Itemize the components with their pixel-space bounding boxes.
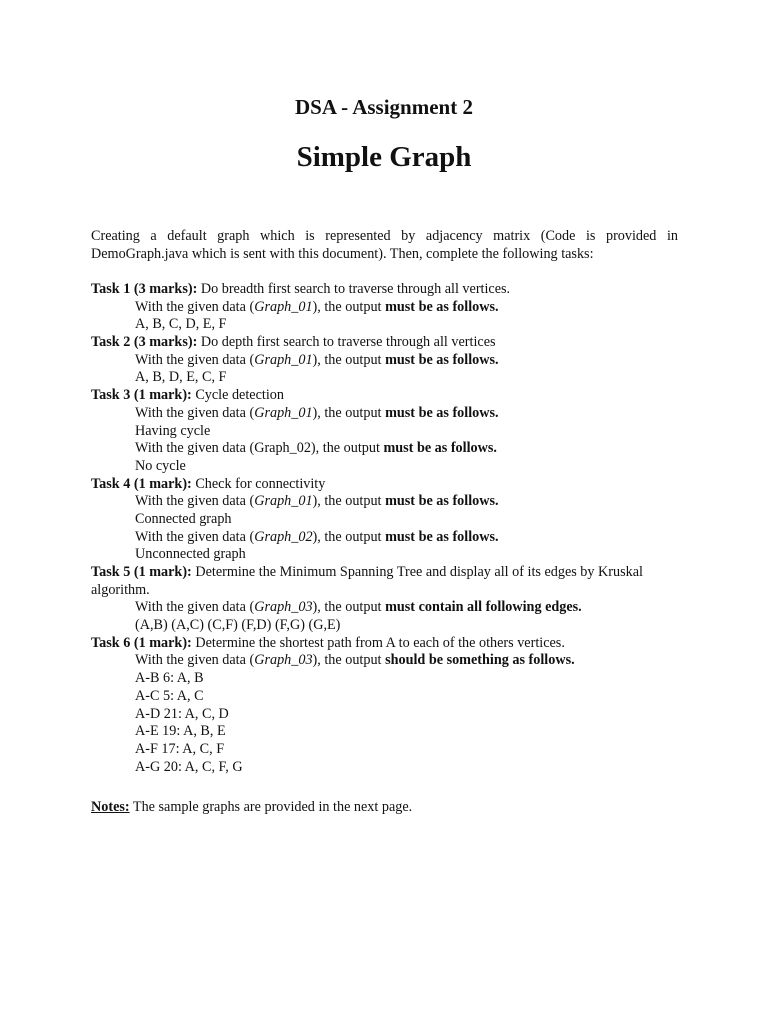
with-data-text: With the given data ( [135,493,255,510]
task-4-output-2: Unconnected graph [135,546,246,563]
requirement-text: should be something as follows. [385,652,575,669]
output-text: ), the output [312,493,386,510]
document-title: Simple Graph [296,141,472,173]
graph-name: Graph_02 [254,528,313,545]
graph-name: Graph_01 [254,493,313,510]
task-6-path-line: A-B 6: A, B [135,670,204,687]
task-list [91,281,678,776]
task-6-heading [91,635,678,653]
requirement-text: must be as follows. [385,528,499,545]
task-2-heading [91,334,678,352]
task-3-data-line-2 [91,440,678,458]
task-4-description: Check for connectivity [191,475,326,492]
output-text: ), the output [312,404,386,421]
task-5-output: (A,B) (A,C) (C,F) (F,D) (F,G) (G,E) [135,617,341,634]
notes-text: The sample graphs are provided in the next page. [129,799,413,815]
task-4-data-line-1 [91,493,678,511]
task-1-description: Do breadth first search to traverse through all vertices. [197,281,511,297]
intro-paragraph: Creating a default graph which is represented by adjacency matrix (Code is provided in DemoGraph.java which is sent with this document). Then, complete the following tasks: [91,228,678,262]
task-6-label: Task 6 (1 mark): [91,634,192,651]
task-5-label: Task 5 (1 mark): [91,564,192,580]
task-2-label: Task 2 (3 marks): [91,334,198,351]
task-6-path-line: A-D 21: A, C, D [135,705,229,722]
with-data-text: With the given data ( [135,599,255,616]
requirement-text: must be as follows. [385,298,499,315]
graph-name: Graph_01 [254,404,313,421]
task-1-output: A, B, C, D, E, F [135,316,227,333]
task-6-description: Determine the shortest path from A to each of the others vertices. [191,634,565,651]
task-3-label: Task 3 (1 mark): [91,387,192,404]
output-text: ), the output [312,652,386,669]
task-3-output-1: Having cycle [135,422,211,439]
with-data-text: With the given data ( [135,404,255,421]
task-2-data-line [91,352,678,370]
task-1-label: Task 1 (3 marks): [91,281,198,297]
task-5-heading [91,564,678,599]
notes-line [91,799,678,817]
task-1-heading [91,281,678,299]
task-1-data-line [91,299,678,317]
task-5-description: Determine the Minimum Spanning Tree and display all of its edges by Kruskal algorithm. [91,564,643,598]
task-4-output-1: Connected graph [135,510,232,527]
graph-name: Graph_03 [254,652,313,669]
notes-label: Notes: [91,799,130,815]
requirement-text: must be as follows. [385,404,499,421]
task-6-path-line: A-G 20: A, C, F, G [135,758,243,775]
task-4-heading [91,476,678,494]
task-4-label: Task 4 (1 mark): [91,475,192,492]
task-2-description: Do depth first search to traverse through all vertices [197,334,496,351]
output-text: ), the output [312,528,386,545]
task-5-data-line [91,599,678,617]
task-3-heading [91,387,678,405]
graph-name: Graph_03 [254,599,313,616]
task-3-data-line-1 [91,405,678,423]
output-text: ), the output [312,351,386,368]
task-6-path-line: A-F 17: A, C, F [135,740,225,757]
task-6-data-line [91,652,678,670]
task-2-output: A, B, D, E, C, F [135,369,227,386]
task-6-path-line: A-E 19: A, B, E [135,723,226,740]
requirement-text: must be as follows. [385,493,499,510]
output-text: ), the output [312,298,386,315]
task-6-path-line: A-C 5: A, C [135,687,204,704]
with-data-text: With the given data ( [135,351,255,368]
graph-name: Graph_01 [254,298,313,315]
with-data-text: With the given data ( [135,528,255,545]
with-data-text: With the given data (Graph_02), the output [135,440,384,457]
document-subtitle: DSA - Assignment 2 [295,95,473,119]
task-3-output-2: No cycle [135,457,186,474]
graph-name: Graph_01 [254,351,313,368]
with-data-text: With the given data ( [135,652,255,669]
with-data-text: With the given data ( [135,298,255,315]
task-3-description: Cycle detection [191,387,284,404]
task-4-data-line-2 [91,529,678,547]
output-text: ), the output [312,599,386,616]
requirement-text: must be as follows. [385,351,499,368]
requirement-text: must contain all following edges. [385,599,582,616]
requirement-text: must be as follows. [383,440,497,457]
